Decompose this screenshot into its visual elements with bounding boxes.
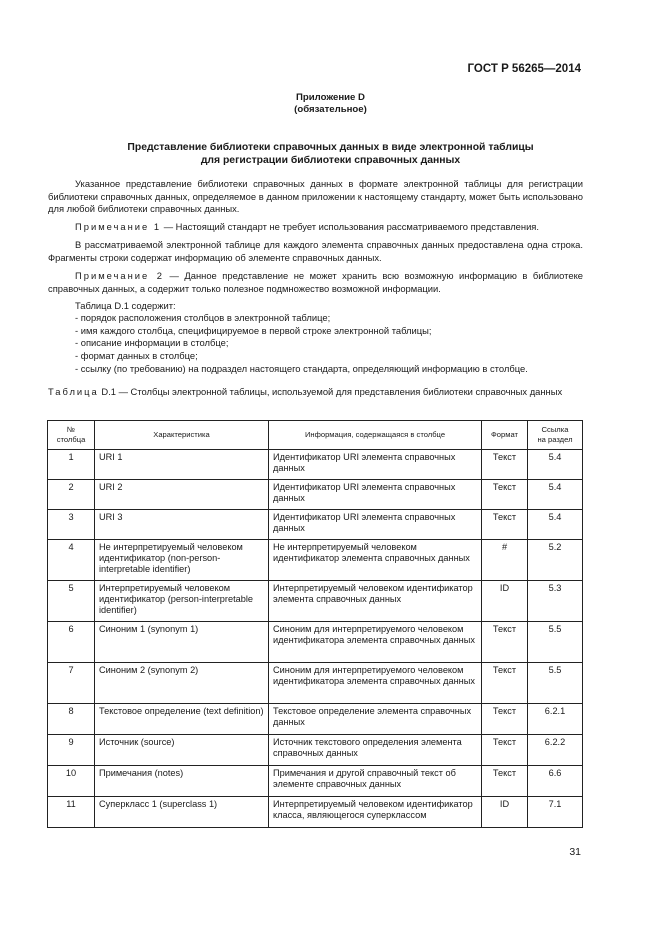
note-2 <box>48 270 583 295</box>
row-format: ID <box>482 797 528 828</box>
row-ref: 5.2 <box>528 540 583 581</box>
row-info: Идентификатор URI элемента справочных данных <box>269 480 482 510</box>
row-num: 8 <box>48 704 95 735</box>
note-2-text: — Данное представление не может хранить всю возможную информацию в библиотеке справочных данных, а содержит только полезное подмножество возможной информации. <box>48 270 583 294</box>
list-item: - ссылку (по требованию) на подраздел настоящего стандарта, определяющий информацию в столбце. <box>75 362 528 374</box>
row-format: ID <box>482 581 528 622</box>
table-row <box>48 766 583 797</box>
contents-list <box>75 312 585 376</box>
row-info: Не интерпретируемый человеком идентификатор элемента справочных данных <box>269 540 482 581</box>
row-info: Примечания и другой справочный текст об элементе справочных данных <box>269 766 482 797</box>
list-item: - порядок расположения столбцов в электронной таблице; <box>75 312 331 323</box>
table-contains: Таблица D.1 содержит: <box>75 300 176 311</box>
row-ref: 7.1 <box>528 797 583 828</box>
row-characteristic: Источник (source) <box>95 735 269 766</box>
row-characteristic: URI 2 <box>95 480 269 510</box>
row-characteristic: Не интерпретируемый человеком идентификатор (non-person-interpretable identifier) <box>95 540 269 581</box>
section-title-line2: для регистрации библиотеки справочных данных <box>200 155 461 166</box>
table-caption-label: Таблица <box>48 386 99 397</box>
row-characteristic: Текстовое определение (text definition) <box>95 704 269 735</box>
row-num: 5 <box>48 581 95 622</box>
header-num-line2: столбца <box>56 435 86 444</box>
header-ref-line1: Ссылка <box>541 425 569 434</box>
intro-paragraph: Указанное представление библиотеки справочных данных в формате электронной таблицы для регистрации библиотеки справочных данных, определяемое в данном приложении к настоящему стандарту, может быть использовано для любой библиотеки справочных данных. <box>48 178 583 215</box>
section-title-line1: Представление библиотеки справочных данных в виде электронной таблицы <box>127 142 534 153</box>
row-ref: 6.2.1 <box>528 704 583 735</box>
row-info: Идентификатор URI элемента справочных данных <box>269 510 482 540</box>
row-format: Текст <box>482 735 528 766</box>
row-num: 4 <box>48 540 95 581</box>
row-info: Интерпретируемый человеком идентификатор элемента справочных данных <box>269 581 482 622</box>
row-characteristic: Синоним 2 (synonym 2) <box>95 663 269 704</box>
header-num <box>48 421 95 450</box>
note-1-text: — Настоящий стандарт не требует использования рассматриваемого представления. <box>161 221 539 232</box>
row-info: Синоним для интерпретируемого человеком идентификатора элемента справочных данных <box>269 663 482 704</box>
header-format: Формат <box>482 421 528 450</box>
row-format: # <box>482 540 528 581</box>
list-item: - формат данных в столбце; <box>75 350 198 362</box>
row-info: Текстовое определение элемента справочных данных <box>269 704 482 735</box>
appendix-status: (обязательное) <box>294 104 367 115</box>
row-ref: 5.4 <box>528 450 583 480</box>
row-num: 11 <box>48 797 95 828</box>
list-item: - описание информации в столбце; <box>75 337 229 349</box>
row-num: 10 <box>48 766 95 797</box>
row-num: 1 <box>48 450 95 480</box>
row-info: Идентификатор URI элемента справочных данных <box>269 450 482 480</box>
row-ref: 6.2.2 <box>528 735 583 766</box>
table-row <box>48 704 583 735</box>
table-row <box>48 663 583 704</box>
row-ref: 5.4 <box>528 480 583 510</box>
row-format: Текст <box>482 510 528 540</box>
row-ref: 5.3 <box>528 581 583 622</box>
table-row <box>48 540 583 581</box>
columns-table <box>47 420 583 828</box>
header-info: Информация, содержащаяся в столбце <box>269 421 482 450</box>
row-info: Источник текстового определения элемента справочных данных <box>269 735 482 766</box>
table-row <box>48 581 583 622</box>
table-row <box>48 480 583 510</box>
table-caption-text: D.1 — Столбцы электронной таблицы, используемой для представления библиотеки справочных данных <box>98 386 563 397</box>
row-format: Текст <box>482 766 528 797</box>
table-row <box>48 622 583 663</box>
header-num-line1: № <box>66 425 76 434</box>
list-item: - имя каждого столбца, специфицируемое в первой строке электронной таблицы; <box>75 324 432 336</box>
row-characteristic: Синоним 1 (synonym 1) <box>95 622 269 663</box>
table-row <box>48 735 583 766</box>
row-num: 7 <box>48 663 95 704</box>
row-num: 9 <box>48 735 95 766</box>
row-num: 3 <box>48 510 95 540</box>
note-2-label: Примечание 2 <box>75 270 164 281</box>
row-ref: 6.6 <box>528 766 583 797</box>
table-header-row <box>48 421 583 450</box>
note-1 <box>48 221 583 234</box>
row-characteristic: Интерпретируемый человеком идентификатор (person-interpretable identifier) <box>95 581 269 622</box>
header-ref <box>528 421 583 450</box>
row-info: Интерпретируемый человеком идентификатор класса, являющегося суперклассом <box>269 797 482 828</box>
row-format: Текст <box>482 450 528 480</box>
row-format: Текст <box>482 622 528 663</box>
row-characteristic: Примечания (notes) <box>95 766 269 797</box>
row-ref: 5.4 <box>528 510 583 540</box>
table-caption <box>48 386 583 398</box>
header-ref-line2: на раздел <box>537 435 573 444</box>
note-1-label: Примечание 1 <box>75 221 162 232</box>
row-format: Текст <box>482 663 528 704</box>
row-format: Текст <box>482 704 528 735</box>
row-ref: 5.5 <box>528 663 583 704</box>
table-row <box>48 797 583 828</box>
row-num: 2 <box>48 480 95 510</box>
row-characteristic: URI 3 <box>95 510 269 540</box>
page-number: 31 <box>569 846 581 858</box>
header-characteristic: Характеристика <box>95 421 269 450</box>
row-format: Текст <box>482 480 528 510</box>
appendix-title: Приложение D <box>296 92 365 103</box>
row-characteristic: Суперкласс 1 (superclass 1) <box>95 797 269 828</box>
rows-paragraph: В рассматриваемой электронной таблице для каждого элемента справочных данных предоставлена одна строка. Фрагменты строки содержат информацию об элементе справочных данных. <box>48 239 583 263</box>
table-row <box>48 510 583 540</box>
row-info: Синоним для интерпретируемого человеком идентификатора элемента справочных данных <box>269 622 482 663</box>
row-num: 6 <box>48 622 95 663</box>
row-ref: 5.5 <box>528 622 583 663</box>
table-row <box>48 450 583 480</box>
standard-code: ГОСТ Р 56265—2014 <box>467 63 581 75</box>
row-characteristic: URI 1 <box>95 450 269 480</box>
